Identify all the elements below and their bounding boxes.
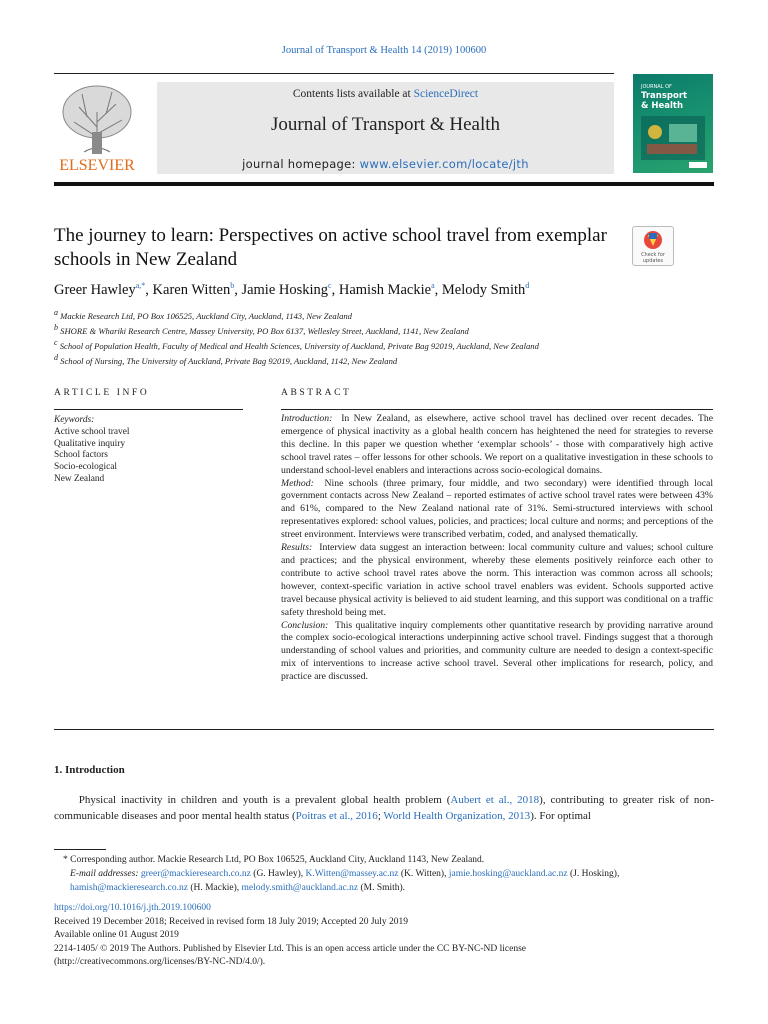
email-owner: (G. Hawley),: [250, 869, 306, 879]
author-name: Melody Smith: [441, 281, 526, 298]
affiliation-text: Mackie Research Ltd, PO Box 106525, Auckland City, Auckland, 1143, New Zealand: [60, 310, 352, 321]
cover-line3: & Health: [641, 101, 684, 111]
affiliation-item: [54, 337, 539, 352]
homepage-link[interactable]: www.elsevier.com/locate/jth: [359, 157, 529, 171]
license-url[interactable]: (http://creativecommons.org/licenses/BY-NC-ND/4.0/).: [54, 957, 266, 967]
article-info-heading: ARTICLE INFO: [54, 388, 150, 398]
author-name: Karen Witten: [152, 281, 231, 298]
intro-text-part: Physical inactivity in children and youth is a prevalent global health problem (: [78, 794, 451, 806]
contents-prefix: Contents lists available at: [292, 88, 411, 100]
email-addresses: [54, 867, 714, 895]
keyword: Active school travel: [54, 426, 130, 437]
abstract-heading: ABSTRACT: [281, 388, 352, 398]
email-link[interactable]: K.Witten@massey.ac.nz: [305, 869, 399, 879]
crossmark-line2: updates: [642, 258, 664, 264]
citation-link[interactable]: World Health Organization, 2013: [383, 810, 531, 822]
journal-citation[interactable]: Journal of Transport & Health 14 (2019) 100600: [281, 45, 487, 56]
abstract-body: [281, 413, 713, 684]
license-statement: 2214-1405/ © 2019 The Authors. Published by Elsevier Ltd. This is an open access article under the CC BY-NC-ND license: [54, 943, 527, 954]
author-affiliation-mark[interactable]: c: [328, 281, 332, 290]
intro-text-part: ). For optimal: [530, 810, 591, 822]
keyword: Qualitative inquiry: [54, 438, 126, 449]
author-separator: ,: [331, 281, 339, 298]
keyword: Socio-ecological: [54, 462, 117, 473]
abstract-section-text: Interview data suggest an interaction between: local community culture and values; school culture and practices; and the physical environment, whereby these elements positively reinforce each other to contribute to active school travel rates above the norm. This interaction was common across all schools; however, context-specific variation in active school travel enablers was evident. Schools supported active travel because physical activity is believed to aid student learning, and this support was conditional on a traffic safety threshold being met.: [281, 542, 713, 618]
publication-info: [54, 902, 714, 970]
abstract-section-text: Nine schools (three primary, four middle, and two secondary) were identified through local government contacts across New Zealand – reported estimates of active school travel rates were between 43% and 61%, compared to the New Zealand national rate of 31%. Semi-structured interviews with school representatives explored: school values, policies, and practices; local culture and norms; and perceptions of the street environment. Interviews were transcribed verbatim, coded, and analysed thematically.: [281, 477, 714, 541]
abstract-section-introduction: [281, 413, 713, 478]
header-rule-top: [54, 73, 614, 74]
contents-line: [157, 88, 614, 100]
email-owner: (H. Mackie),: [187, 883, 242, 893]
affiliation-text: School of Nursing, The University of Auckland, Private Bag 92019, Auckland, 1142, New Zealand: [60, 355, 398, 366]
email-label: E-mail addresses:: [70, 869, 139, 879]
author-separator: ,: [234, 281, 242, 298]
email-owner: (K. Witten),: [398, 869, 449, 879]
homepage-prefix: journal homepage:: [242, 157, 356, 171]
online-date: Available online 01 August 2019: [54, 930, 179, 940]
corresponding-author-note: * Corresponding author. Mackie Research Ltd, PO Box 106525, Auckland City, Auckland 1143, New Zealand.: [63, 855, 485, 865]
author-affiliation-mark[interactable]: d: [525, 281, 530, 290]
intro-text-part: ), contributing to greater risk of non-communicable diseases and poor mental health status (: [54, 794, 714, 822]
email-link[interactable]: melody.smith@auckland.ac.nz: [241, 883, 359, 893]
keyword: School factors: [54, 450, 108, 461]
email-link[interactable]: hamish@mackieresearch.co.nz: [70, 883, 188, 893]
affiliation-item: [54, 322, 539, 337]
author-name: Jamie Hosking: [241, 281, 329, 298]
keywords-label: Keywords:: [54, 415, 95, 425]
citation-link[interactable]: Poitras et al., 2016: [295, 810, 378, 822]
doi-link[interactable]: https://doi.org/10.1016/j.jth.2019.100600: [54, 903, 211, 913]
author-list: [54, 281, 529, 299]
abstract-section-label: Method:: [281, 477, 314, 489]
author-affiliation-mark[interactable]: b: [230, 281, 235, 290]
author-separator: ,: [145, 281, 153, 298]
abstract-bottom-rule: [54, 729, 714, 730]
email-link[interactable]: greer@mackieresearch.co.nz: [140, 869, 251, 879]
author-affiliation-mark[interactable]: a: [431, 281, 435, 290]
header-rule-bottom: [54, 182, 714, 186]
affiliation-mark: d: [54, 352, 58, 362]
section-heading-introduction: 1. Introduction: [54, 764, 125, 776]
affiliation-mark: c: [54, 337, 58, 347]
cover-line1: JOURNAL OF: [641, 84, 672, 90]
abstract-section-method: [281, 478, 713, 543]
crossmark-icon: [633, 227, 673, 265]
footnote: [54, 853, 714, 895]
article-info-rule: [54, 409, 243, 410]
received-dates: Received 19 December 2018; Received in revised form 18 July 2019; Accepted 20 July 2019: [54, 916, 409, 927]
email-owner: (J. Hosking),: [567, 869, 620, 879]
affiliation-mark: b: [54, 322, 58, 332]
author-name: Greer Hawley: [54, 281, 136, 298]
keywords-block: [54, 415, 130, 486]
affiliation-text: SHORE & Whariki Research Centre, Massey University, PO Box 6137, Wellesley Street, Auckland, 1141, New Zealand: [60, 325, 469, 336]
affiliation-mark: a: [54, 308, 58, 317]
journal-cover-image[interactable]: [633, 74, 713, 173]
email-link[interactable]: jamie.hosking@auckland.ac.nz: [448, 869, 568, 879]
intro-paragraph: [54, 792, 714, 824]
elsevier-logo[interactable]: [54, 82, 140, 174]
sciencedirect-link[interactable]: ScienceDirect: [413, 88, 479, 100]
crossmark-line1: Check for: [641, 252, 665, 258]
abstract-section-conclusion: [281, 620, 713, 685]
abstract-section-label: Conclusion:: [281, 619, 329, 631]
journal-banner: [157, 82, 614, 174]
abstract-section-text: This qualitative inquiry complements other quantitative research by providing narrative around the complex socio-ecological interactions underpinning active school travel. Findings suggest that a thorough understanding of school values and priorities, and community culture are needed to design a context-specific mix of interventions to increase active school travel. Several other implications for research, policy, and practice are discussed.: [281, 619, 713, 683]
affiliation-item: [54, 352, 539, 367]
cover-line2: Transport: [641, 91, 688, 101]
elsevier-tree-icon: [54, 82, 140, 174]
publisher-wordmark: ELSEVIER: [59, 157, 135, 174]
abstract-section-results: [281, 542, 713, 619]
intro-text-part: ;: [377, 810, 384, 822]
abstract-rule: [281, 409, 713, 410]
crossmark-badge[interactable]: [632, 226, 674, 266]
abstract-section-text: In New Zealand, as elsewhere, active school travel has declined over recent decades. The emergence of physical inactivity as a global health concern has heightened the need for strategies to reverse this decline. In this paper we question whether ‘exemplar schools’ - those with comparatively high active school travel rates – offer lessons for other schools. We report on a qualitative investigation in these schools to understand school-level enablers and interactions across socio-ecological domains.: [281, 413, 714, 476]
author-affiliation-mark[interactable]: a,*: [135, 281, 146, 290]
journal-name: Journal of Transport & Health: [270, 114, 501, 135]
footnote-rule: [54, 849, 106, 850]
homepage-line: [157, 157, 614, 171]
abstract-section-label: Introduction:: [281, 413, 333, 424]
citation-link[interactable]: Aubert et al., 2018: [450, 794, 540, 806]
affiliations: [54, 307, 539, 366]
article-title: The journey to learn: Perspectives on active school travel from exemplar schools in New Zealand: [54, 225, 607, 270]
cover-art-icon: [633, 74, 713, 173]
author-separator: ,: [434, 281, 442, 298]
email-owner: (M. Smith).: [358, 883, 406, 893]
author-name: Hamish Mackie: [338, 281, 432, 298]
affiliation-text: School of Population Health, Faculty of Medical and Health Sciences, University of Auckland, Private Bag 92019, Auckland, New Zealand: [59, 340, 539, 351]
abstract-section-label: Results:: [281, 542, 313, 554]
keyword: New Zealand: [54, 473, 105, 484]
affiliation-item: [54, 307, 539, 322]
